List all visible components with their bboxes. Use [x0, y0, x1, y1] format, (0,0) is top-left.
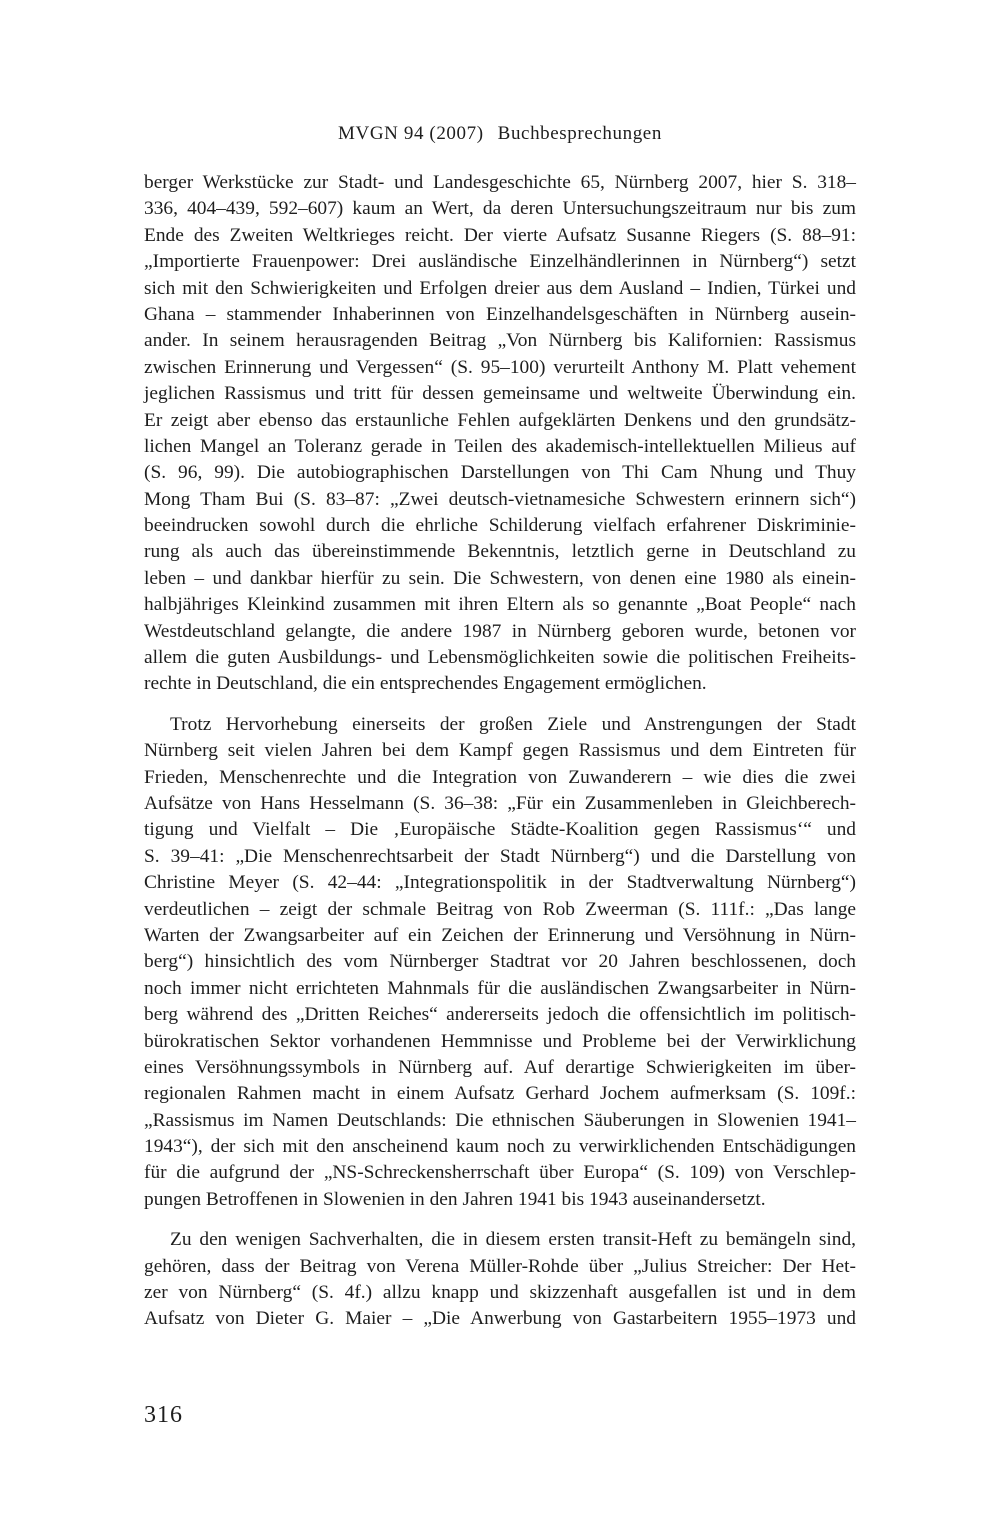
- text-line: Warten der Zwangsarbeiter auf ein Zeichen der Erinnerung und Versöhnung in Nürn-: [144, 924, 856, 946]
- text-line: 1943“), der sich mit den anscheinend kaum noch zu verwirklichenden Entschädigungen: [144, 1136, 856, 1158]
- text-line: Aufsätze von Hans Hesselmann (S. 36–38: „Für ein Zusammenleben in Gleichberech-: [144, 792, 856, 814]
- text-line: lichen Mangel an Toleranz gerade in Teilen des akademisch-intellektuellen Milieus auf: [144, 435, 856, 457]
- text-line: sich mit den Schwierigkeiten und Erfolgen dreier aus dem Ausland – Indien, Türkei und: [144, 277, 856, 299]
- paragraph: [144, 712, 856, 1213]
- text-line: rung als auch das übereinstimmende Bekenntnis, letztlich gerne in Deutschland zu: [144, 541, 856, 563]
- text-line: jeglichen Rassismus und tritt für dessen gemeinsame und weltweite Überwindung ein.: [144, 383, 856, 405]
- text-line: berg“) hinsichtlich des vom Nürnberger Stadtrat vor 20 Jahren beschlossenen, doch: [144, 951, 856, 973]
- text-line: 336, 404–439, 592–607) kaum an Wert, da deren Untersuchungszeitraum nur bis zum: [144, 198, 856, 220]
- text-line: (S. 96, 99). Die autobiographischen Darstellungen von Thi Cam Nhung und Thuy: [144, 462, 856, 484]
- text-line: „Rassismus im Namen Deutschlands: Die ethnischen Säuberungen in Slowenien 1941–: [144, 1109, 856, 1131]
- text-line: pungen Betroffenen in Slowenien in den Jahren 1941 bis 1943 auseinandersetzt.: [144, 1188, 766, 1210]
- text-line: Ghana – stammender Inhaberinnen von Einzelhandelsgeschäften in Nürnberg ausein-: [144, 303, 856, 325]
- text-line: Westdeutschland gelangte, die andere 1987 in Nürnberg geboren wurde, betonen vor: [144, 620, 856, 642]
- journal-reference: MVGN 94 (2007): [338, 123, 484, 144]
- text-line: Ende des Zweiten Weltkrieges reicht. Der vierte Aufsatz Susanne Riegers (S. 88–91:: [144, 224, 856, 246]
- page-number: 316: [144, 1402, 183, 1428]
- text-line: eines Versöhnungssymbols in Nürnberg auf. Auf derartige Schwierigkeiten im über-: [144, 1056, 856, 1078]
- text-line: beeindrucken sowohl durch die ehrliche Schilderung vielfach erfahrener Diskriminie-: [144, 515, 856, 537]
- text-line: zwischen Erinnerung und Vergessen“ (S. 95–100) verurteilt Anthony M. Platt vehement: [144, 356, 856, 378]
- text-line: ander. In seinem herausragenden Beitrag „Von Nürnberg bis Kalifornien: Rassismus: [144, 330, 856, 352]
- text-line: Christine Meyer (S. 42–44: „Integrationspolitik in der Stadtverwaltung Nürnberg“): [144, 872, 856, 894]
- text-line: bürokratischen Sektor vorhandenen Hemmnisse und Probleme bei der Verwirklichung: [144, 1030, 856, 1052]
- text-line: Mong Tham Bui (S. 83–87: „Zwei deutsch-vietnamesiche Schwestern erinnern sich“): [144, 488, 856, 510]
- text-line: leben – und dankbar hierfür zu sein. Die Schwestern, von denen eine 1980 als einein-: [144, 567, 856, 589]
- text-line: S. 39–41: „Die Menschenrechtsarbeit der Stadt Nürnberg“) und die Darstellung von: [144, 845, 856, 867]
- text-line: berger Werkstücke zur Stadt- und Landesgeschichte 65, Nürnberg 2007, hier S. 318–: [144, 172, 856, 193]
- text-line: halbjähriges Kleinkind zusammen mit ihren Eltern als so genannte „Boat People“ nach: [144, 594, 856, 616]
- paragraph: [144, 1227, 856, 1333]
- text-line: zer von Nürnberg“ (S. 4f.) allzu knapp und skizzenhaft ausgefallen ist und in dem: [144, 1282, 856, 1304]
- text-line: Nürnberg seit vielen Jahren bei dem Kampf gegen Rassismus und dem Eintreten für: [144, 740, 856, 762]
- text-line: noch immer nicht errichteten Mahnmals für die ausländischen Zwangsarbeiter in Nürn-: [144, 977, 856, 999]
- text-line: Frieden, Menschenrechte und die Integration von Zuwanderern – wie dies die zwei: [144, 766, 856, 788]
- text-line: allem die guten Ausbildungs- und Lebensmöglichkeiten sowie die politischen Freiheits-: [144, 647, 856, 669]
- text-line: rechte in Deutschland, die ein entsprechendes Engagement ermöglichen.: [144, 673, 707, 695]
- text-line: berg während des „Dritten Reiches“ andererseits jedoch die offensichtlich im politisch-: [144, 1004, 856, 1026]
- text-line: gehören, dass der Beitrag von Verena Müller-Rohde über „Julius Streicher: Der Het-: [144, 1255, 856, 1277]
- text-line: „Importierte Frauenpower: Drei ausländische Einzelhändlerinnen in Nürnberg“) setzt: [144, 251, 856, 273]
- text-line: regionalen Rahmen macht in einem Aufsatz Gerhard Jochem aufmerksam (S. 109f.:: [144, 1083, 856, 1105]
- text-line: Trotz Hervorhebung einerseits der großen Ziele und Anstrengungen der Stadt: [170, 713, 856, 735]
- text-line: Aufsatz von Dieter G. Maier – „Die Anwerbung von Gastarbeitern 1955–1973 und: [144, 1308, 856, 1330]
- text-line: verdeutlichen – zeigt der schmale Beitrag von Rob Zweerman (S. 111f.: „Das lange: [144, 898, 856, 920]
- text-line: für die aufgrund der „NS-Schreckensherrschaft über Europa“ (S. 109) von Verschlep-: [144, 1162, 856, 1184]
- section-title: Buchbesprechungen: [497, 123, 662, 144]
- body-text: [144, 170, 856, 1333]
- text-line: Zu den wenigen Sachverhalten, die in diesem ersten transit-Heft zu bemängeln sind,: [170, 1229, 856, 1251]
- running-head: [0, 123, 1000, 145]
- paragraph: [144, 170, 856, 698]
- text-line: Er zeigt aber ebenso das erstaunliche Fehlen aufgeklärten Denkens und den grundsätz-: [144, 409, 856, 431]
- text-line: tigung und Vielfalt – Die ‚Europäische Städte-Koalition gegen Rassismus‘“ und: [144, 819, 856, 841]
